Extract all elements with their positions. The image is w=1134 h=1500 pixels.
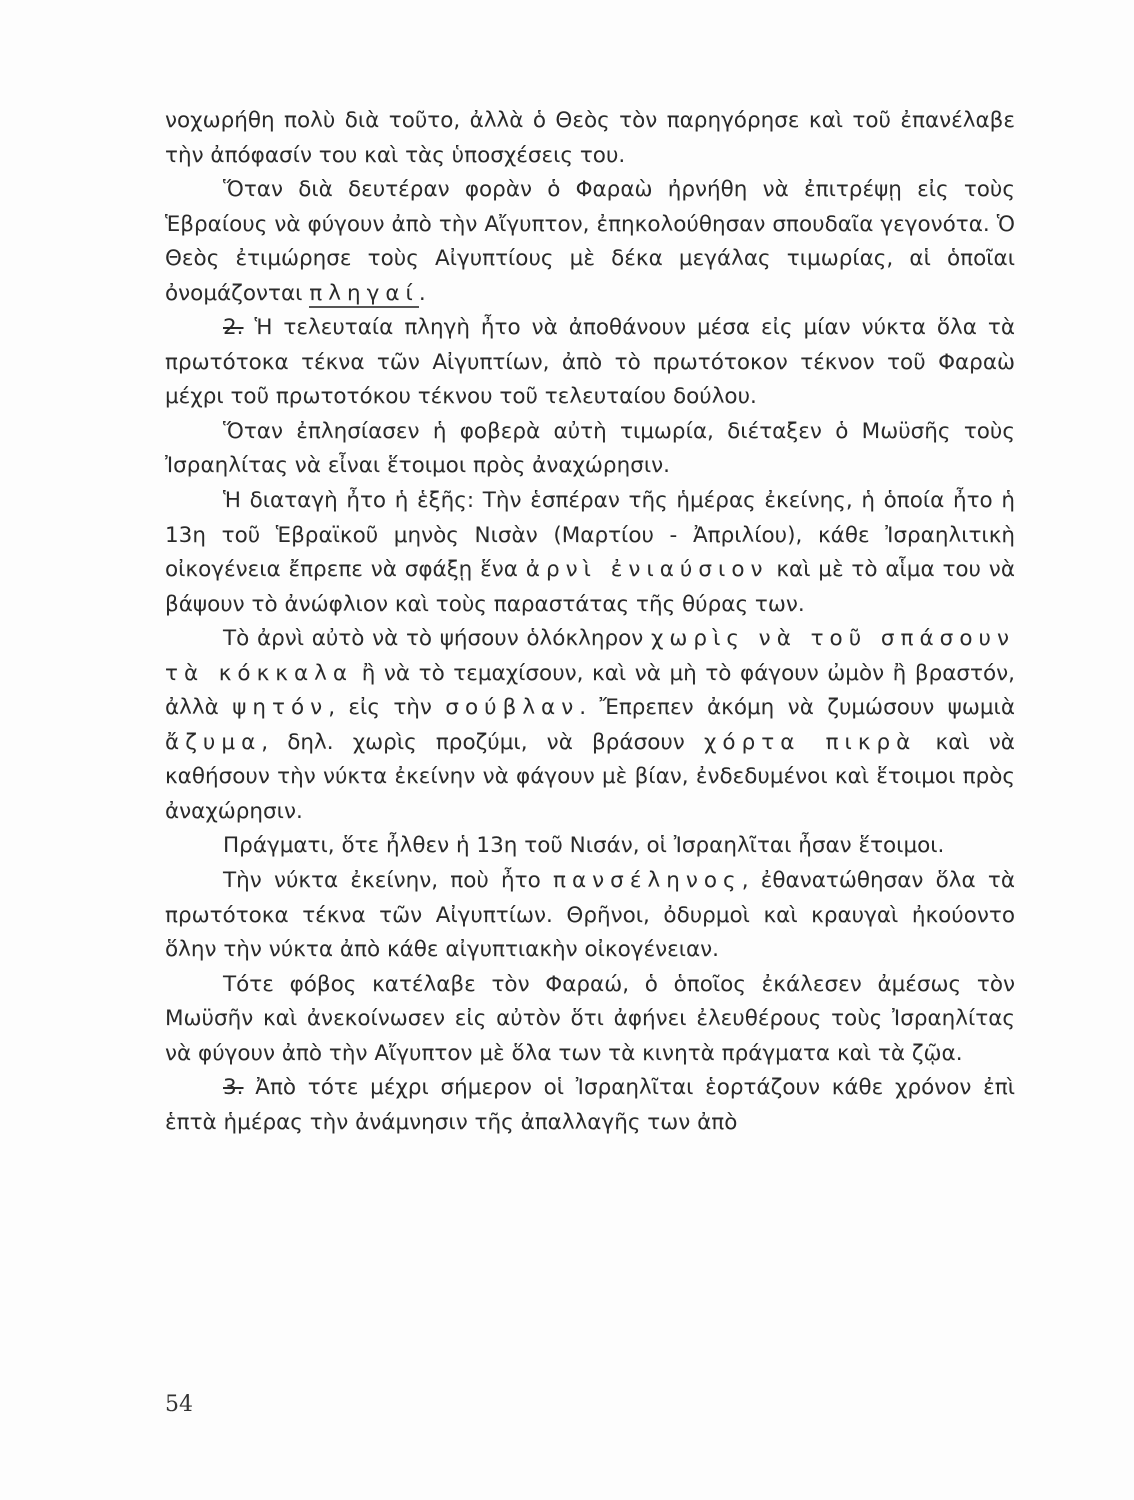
page-number: 54 [165, 1392, 193, 1417]
paragraph-3: 2. Ἡ τελευταία πληγὴ ἦτο νὰ ἀποθάνουν μέσα εἰς μίαν νύκτα ὅλα τὰ πρωτότοκα τέκνα τῶν Αἰγυπτίων, ἀπὸ τὸ πρωτότοκον τέκνον τοῦ Φαραὼ μέχρι τοῦ πρωτοτόκου τέκνου τοῦ τελευταίου δούλου. [165, 315, 1015, 410]
section-number: 3. [223, 1075, 244, 1101]
paragraph-1: νοχωρήθη πολὺ διὰ τοῦτο, ἀλλὰ ὁ Θεὸς τὸν παρηγόρησε καὶ τοῦ ἐπανέλαβε τὴν ἀπόφασίν του καὶ τὰς ὑποσχέσεις του. [165, 108, 1015, 168]
underlined-term: πληγαί [309, 280, 419, 306]
section-number: 2. [223, 315, 244, 341]
paragraph-7: Πράγματι, ὅτε ἦλθεν ἡ 13η τοῦ Νισάν, οἱ Ἰσραηλῖται ἦσαν ἕτοιμοι. [223, 833, 945, 859]
paragraph-8: Τὴν νύκτα ἐκείνην, ποὺ ἦτο πανσέληνος, ἐθανατώθησαν ὅλα τὰ πρωτότοκα τέκνα τῶν Αἰγυπτίων. Θρῆνοι, ὀδυρμοὶ καὶ κραυγαὶ ἠκούοντο ὅλην τὴν νύκτα ἀπὸ κάθε αἰγυπτιακὴν οἰκογένειαν. [165, 868, 1015, 963]
paragraph-5: Ἡ διαταγὴ ἦτο ἡ ἑξῆς: Τὴν ἑσπέραν τῆς ἡμέρας ἐκείνης, ἡ ὁποία ἦτο ἡ 13η τοῦ Ἑβραϊκοῦ μηνὸς Νισὰν (Μαρτίου - Ἀπριλίου), κάθε Ἰσραηλιτικὴ οἰκογένεια ἔπρεπε νὰ σφάξῃ ἕνα ἀρνὶ ἐνιαύσιον καὶ μὲ τὸ αἷμα του νὰ βάψουν τὸ ἀνώφλιον καὶ τοὺς παραστάτας τῆς θύρας των. [165, 488, 1015, 617]
paragraph-6: Τὸ ἀρνὶ αὐτὸ νὰ τὸ ψήσουν ὁλόκληρον χωρὶς νὰ τοῦ σπάσουν τὰ κόκκαλα ἢ νὰ τὸ τεμαχίσουν, καὶ νὰ μὴ τὸ φάγουν ὠμὸν ἢ βραστόν, ἀλλὰ ψητόν, εἰς τὴν σούβλαν. Ἔπρεπεν ἀκόμη νὰ ζυμώσουν ψωμιὰ ἄζυμα, δηλ. χωρὶς προζύμι, νὰ βράσουν χόρτα πικρὰ καὶ νὰ καθήσουν τὴν νύκτα ἐκείνην νὰ φάγουν μὲ βίαν, ἐνδεδυμένοι καὶ ἕτοιμοι πρὸς ἀναχώρησιν. [165, 626, 1015, 824]
paragraph-9: Τότε φόβος κατέλαβε τὸν Φαραώ, ὁ ὁποῖος ἐκάλεσεν ἀμέσως τὸν Μωϋσῆν καὶ ἀνεκοίνωσεν εἰς αὐτὸν ὅτι ἀφήνει ἐλευθέρους τοὺς Ἰσραηλίτας νὰ φύγουν ἀπὸ τὴν Αἴγυπτον μὲ ὅλα των τὰ κινητὰ πράγματα καὶ τὰ ζῷα. [165, 971, 1015, 1066]
paragraph-2: Ὅταν διὰ δευτέραν φορὰν ὁ Φαραὼ ἠρνήθη νὰ ἐπιτρέψῃ εἰς τοὺς Ἑβραίους νὰ φύγουν ἀπὸ τὴν Αἴγυπτον, ἐπηκολούθησαν σπουδαῖα γεγονότα. Ὁ Θεὸς ἐτιμώρησε τοὺς Αἰγυπτίους μὲ δέκα μεγάλας τιμωρίας, αἱ ὁποῖαι ὀνομάζονται πληγαί. [165, 177, 1015, 306]
paragraph-10: 3. Ἀπὸ τότε μέχρι σήμερον οἱ Ἰσραηλῖται ἑορτάζουν κάθε χρόνον ἐπὶ ἑπτὰ ἡμέρας τὴν ἀνάμνησιν τῆς ἀπαλλαγῆς των ἀπὸ [165, 1075, 1015, 1135]
paragraph-4: Ὅταν ἐπλησίασεν ἡ φοβερὰ αὐτὴ τιμωρία, διέταξεν ὁ Μωϋσῆς τοὺς Ἰσραηλίτας νὰ εἶναι ἕτοιμοι πρὸς ἀναχώρησιν. [165, 418, 1015, 479]
body-text [165, 104, 1015, 1140]
